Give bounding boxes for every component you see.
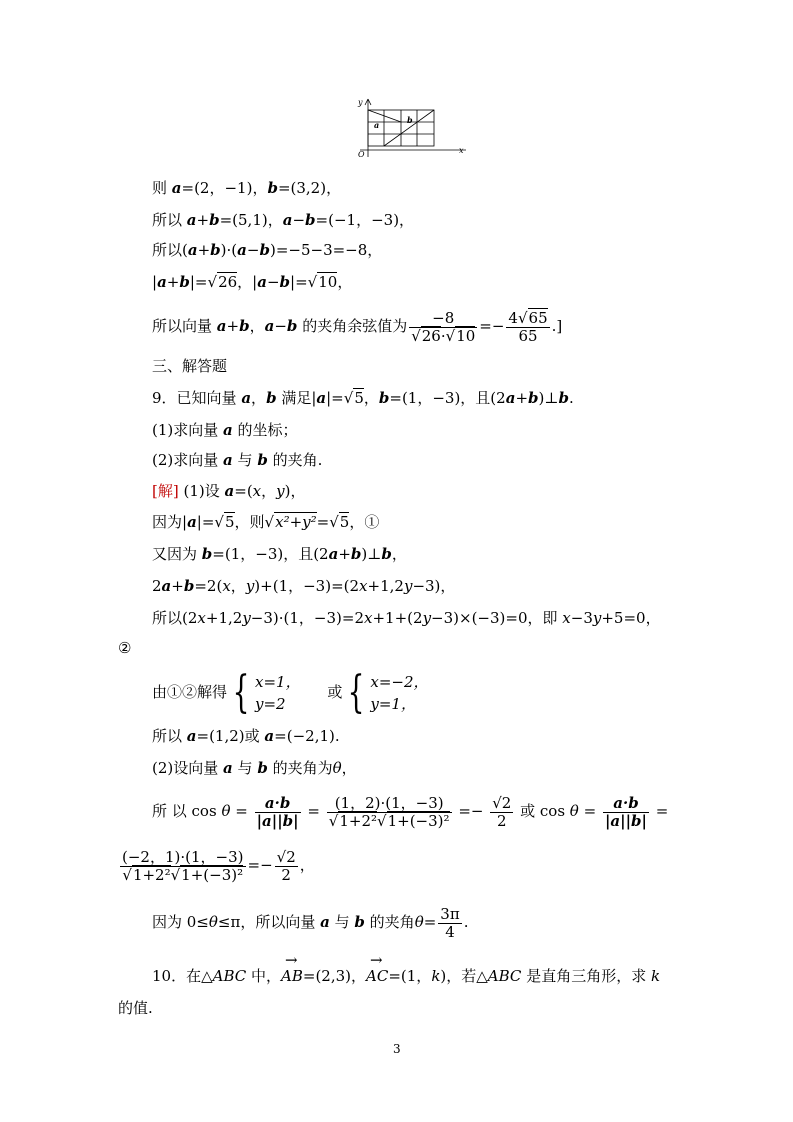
y-axis-label: y [358, 98, 363, 107]
vector-grid-figure [350, 95, 470, 160]
question-9: 9．已知向量 a，b 满足|a|=√5，b=(1，−3)，且(2a+b)⊥b. [152, 389, 574, 407]
solution-line-1: [解] (1)设 a=(x，y)， [152, 482, 306, 500]
vector-b-label: b [407, 115, 413, 125]
solution-line-3: 又因为 b=(1，−3)，且(2a+b)⊥b， [152, 545, 407, 563]
solution-cos-continued: $\frac{(-2,1)\cdot(1,-3)}{\text{√1+2²√1+(−3)²}}$ =− $\frac{√2}{2}$ ， [122, 847, 315, 884]
line-dot-product: 所以(a+b)·(a−b)=−5−3=−8， [152, 241, 383, 259]
line-sum-diff: 所以 a+b=(5,1)，a−b=(−1，−3)， [152, 211, 415, 229]
line-magnitudes: |a+b|=√26，|a−b|=√10， [152, 273, 353, 291]
x-axis-label: x [459, 146, 464, 155]
solution-system: 由①②解得 { x=1， y=2 或 { x=−2， y=1， [152, 667, 429, 718]
question-10-continued: 的值. [118, 999, 153, 1017]
equation-marker-2: ② [118, 639, 132, 657]
section-heading: 三、解答题 [152, 357, 228, 375]
solution-line-7: 所以 a=(1,2)或 a=(−2,1). [152, 727, 340, 745]
solution-tag: [解] [152, 482, 179, 500]
solution-line-4: 2a+b=2(x，y)+(1，−3)=(2x+1,2y−3)， [152, 577, 456, 595]
question-9-part-1: (1)求向量 a 的坐标； [152, 421, 298, 439]
solution-line-5: 所以(2x+1,2y−3)·(1，−3)=2x+1+(2y−3)×(−3)=0，即 x−3y+5=0， [152, 609, 661, 627]
line-cosine: 所以向量 a+b，a−b 的夹角余弦值为 $\frac{-8}{√26\cdot√10}$ =− $\frac{4√65}{65}$ .] [152, 308, 563, 345]
solution-line-8: (2)设向量 a 与 b 的夹角为θ， [152, 759, 357, 777]
line-a-b-coords: 则 a=(2，−1)，b=(3,2)， [152, 179, 342, 197]
page-number: 3 [393, 1042, 401, 1056]
solution-line-2: 因为|a|=√5，则√x²+y²=√5，① [152, 513, 380, 531]
origin-label: O [358, 150, 365, 159]
question-10: 10．在△ABC 中， → AB=(2,3)， → AC=(1，k)，若△ABC 是直角三角形，求 k [152, 951, 661, 985]
solution-final-angle: 因为 0≤θ≤π，所以向量 a 与 b 的夹角θ= $\frac{3\pi}{4}$ . [152, 904, 469, 941]
solution-cos-line: 所 以 cos θ = $\frac{a\cdot b}{|a||b|}$ = $\frac{(1,2)\cdot(1,-3)}{\text{√1+2²√1+(−3)²}}$ =− $\frac{√2}{2}$ 或 cos θ = $\frac{a\cdot b}{|a||b|}$ = [152, 793, 669, 830]
vector-a-label: a [374, 120, 380, 130]
question-9-part-2: (2)求向量 a 与 b 的夹角. [152, 451, 323, 469]
